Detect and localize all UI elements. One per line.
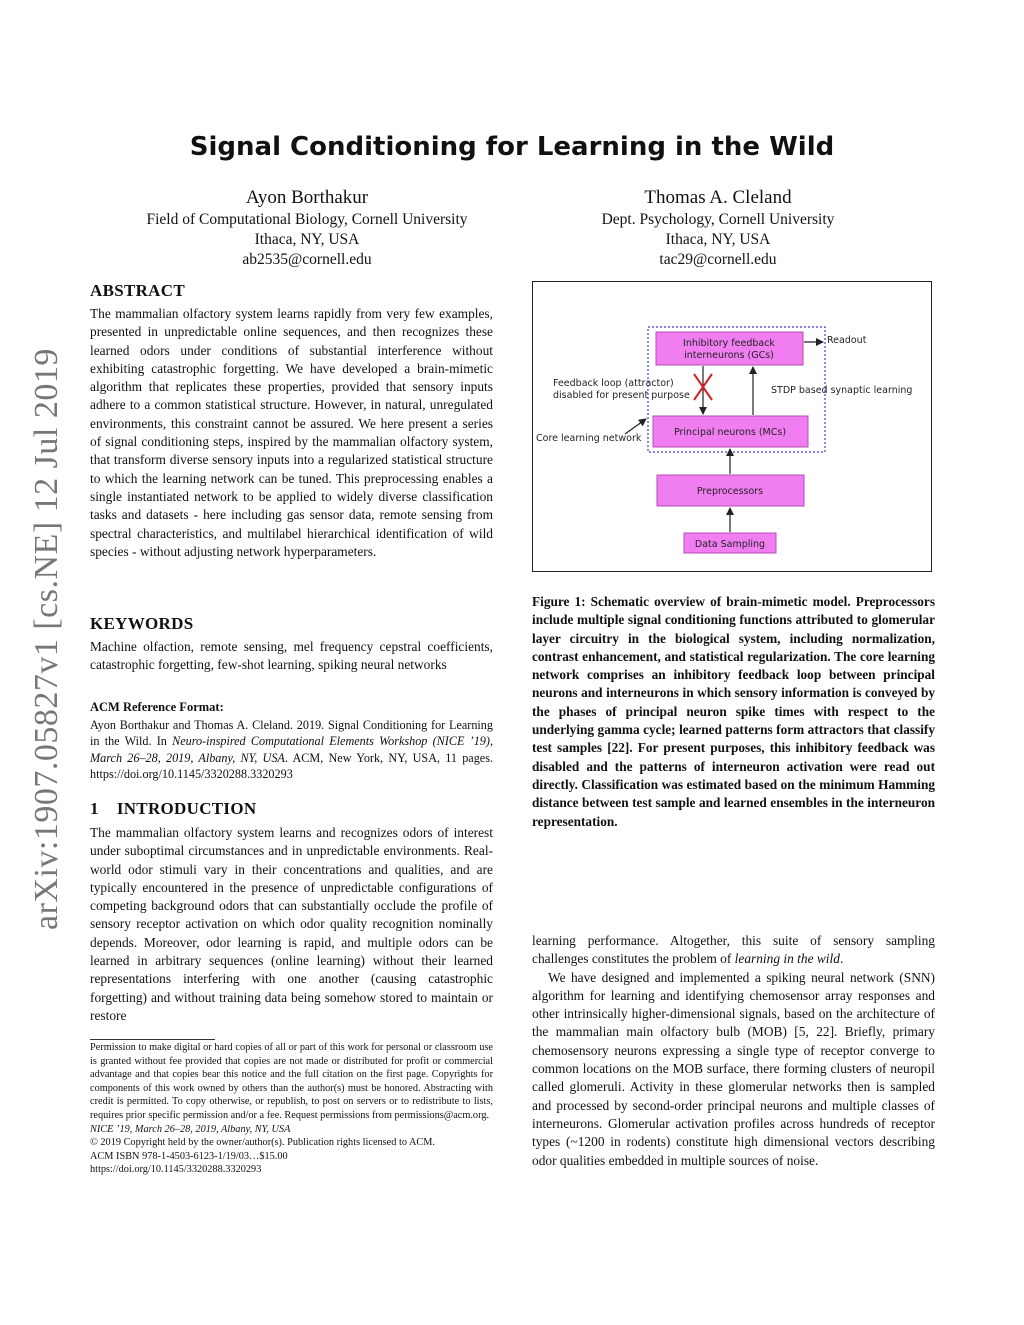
feedback-label-2: disabled for present purpose [553,390,690,401]
footnote-copyright: © 2019 Copyright held by the owner/author(s). Publication rights licensed to ACM. [90,1137,436,1149]
right-column-text [532,932,935,1170]
preprocessors-label: Preprocessors [696,486,764,497]
abstract-heading: ABSTRACT [90,281,185,300]
acm-reference-text [90,717,493,783]
footnote-isbn: ACM ISBN 978-1-4503-6123-1/19/03…$15.00 [90,1150,288,1162]
acm-reference-part1: Ayon Borthakur and Thomas A. Cleland. 2019. Signal Conditioning for Learning in the Wild. In [90,718,493,749]
author-2-email[interactable]: tac29@cornell.edu [659,251,777,268]
footnote [90,1041,493,1177]
inhibitory-label-2: interneurons (GCs) [684,350,774,361]
right-paragraph-1-end: . [839,951,844,967]
abstract-section [90,281,493,561]
sampling-label: Data Sampling [694,539,766,550]
inhibitory-label-1: Inhibitory feedback [683,338,775,349]
author-2-affiliation: Dept. Psychology, Cornell University [601,211,835,228]
feedback-label-1: Feedback loop (attractor) [553,378,674,389]
author-2 [508,186,928,270]
model-schematic [533,282,930,570]
keywords-heading: KEYWORDS [90,614,194,633]
author-1-affiliation: Field of Computational Biology, Cornell University [146,211,468,228]
paper-title: Signal Conditioning for Learning in the Wild [189,132,835,162]
footnote-venue: NICE ’19, March 26–28, 2019, Albany, NY, USA [90,1123,291,1135]
author-1-location: Ithaca, NY, USA [254,231,360,248]
figure-1-caption: Figure 1: Schematic overview of brain-mimetic model. Preprocessors include multiple signal conditioning functions attributed to glomerular layer circuitry in the biological system, including normalization, contrast enhancement, and statistical regularization. The core learning network comprises an inhibitory feedback loop between principal neurons and interneurons in which sensory information is conveyed by the phases of principal neuron spike times with respect to the underlying gamma cycle; learned patterns form attractors that classify test samples [22]. For present purposes, this inhibitory feedback was disabled and the patterns of interneuron activation were read out directly. Classification was estimated based on the minimum Hamming distance between test sample and learned ensembles in the interneuron representation. [532,594,935,829]
right-paragraph-1-start: learning performance. Altogether, this suite of sensory sampling challenges constitutes the problem of [532,933,935,967]
author-2-location: Ithaca, NY, USA [665,231,771,248]
introduction-section [90,799,493,1025]
author-1 [97,186,517,270]
acm-reference-heading: ACM Reference Format: [90,700,224,714]
abstract-text: The mammalian olfactory system learns rapidly from very few examples, presented in unpredictable online sequences, and then recognizes these learned odors under conditions of substantial interference without exhibiting catastrophic forgetting. We have developed a brain-mimetic algorithm that replicates these properties, provided that sensory inputs adhere to a common statistical structure. However, in natural, unregulated environments, this constraint cannot be assured. We here present a series of signal conditioning steps, inspired by the mammalian olfactory system, that transform diverse sensory inputs into a regularized statistical structure to which the learning network can be tuned. This preprocessing enables a single instantiated network to be applied to widely diverse classification tasks and datasets - here including gas sensor data, remote sensing from spectral characteristics, and multilabel hierarchical identification of wild species - without adjusting network hyperparameters. [90,306,493,559]
introduction-heading [90,799,493,819]
right-paragraph-1 [532,932,935,969]
principal-label: Principal neurons (MCs) [673,427,787,438]
acm-reference-part2: . ACM, New York, NY, USA, 11 pages. https://doi.org/10.1145/3320288.3320293 [90,750,493,782]
readout-label: Readout [827,335,867,346]
core-network-label: Core learning network [536,433,642,444]
right-paragraph-1-italic: learning in the wild [734,951,840,967]
introduction-text: The mammalian olfactory system learns and recognizes odors of interest under suboptimal circumstances and in unpredictable environments. Real-world odor stimuli vary in their concentrations and qualities, and are typically encountered in the presence of unpredictable configurations of competing background odors that can substantially occlude the profile of sensory receptor activation on which odor quality recognition nominally depends. Moreover, odor learning is rapid, and multiple odors can be learned in arbitrary sequences (online learning) without their learned representations interfering with one another (causing catastrophic forgetting) and without training data being somehow stored to maintain or restore [90,825,493,1023]
author-2-name: Thomas A. Cleland [644,187,792,208]
keywords-section [90,614,493,675]
author-1-email[interactable]: ab2535@cornell.edu [242,251,372,268]
introduction-number: 1 [90,799,99,818]
keywords-text: Machine olfaction, remote sensing, mel frequency cepstral coefficients, catastrophic forgetting, few-shot learning, spiking neural networks [90,639,493,673]
author-1-name: Ayon Borthakur [245,187,369,208]
arrow-core-learning [625,419,646,434]
introduction-title: INTRODUCTION [116,799,257,818]
acm-reference-section [90,700,493,783]
footnote-permission: Permission to make digital or hard copies of all or part of this work for personal or classroom use is granted without fee provided that copies are not made or distributed for profit or commercial advantage and that copies bear this notice and the full citation on the first page. Copyrights for components of this work owned by others than the author(s) must be honored. Abstracting with credit is permitted. To copy otherwise, or republish, to post on servers or to redistribute to lists, requires prior specific permission and/or a fee. Request permissions from permissions@acm.org. [90,1042,493,1121]
figure-1 [532,281,932,572]
acm-reference-venue: Neuro-inspired Computational Elements Workshop (NICE ’19), March 26–28, 2019, Albany, NY, USA [90,734,493,765]
right-paragraph-2: We have designed and implemented a spiking neural network (SNN) algorithm for learning and identifying chemosensor array responses and other intrinsically higher-dimensional signals, based on the architecture of the mammalian main olfactory bulb (MOB) [5, 22]. Briefly, primary chemosensory neurons expressing a single type of receptor converge to common locations on the MOB surface, there forming clusters of neuropil called glomeruli. Activity in these glomerular networks then is sampled and processed by second-order principal neurons and multiple classes of interneurons. Glomerular activation profiles across hundreds of receptor types (~1200 in rodents) constitute high dimensional vectors describing odor qualities embedded in multiple sources of noise. [532,969,935,1168]
footnote-doi[interactable]: https://doi.org/10.1145/3320288.3320293 [90,1164,262,1176]
stdp-label: STDP based synaptic learning [771,385,913,396]
arxiv-identifier: arXiv:1907.05827v1 [cs.NE] 12 Jul 2019 [28,348,65,930]
footnote-divider [90,1039,215,1040]
